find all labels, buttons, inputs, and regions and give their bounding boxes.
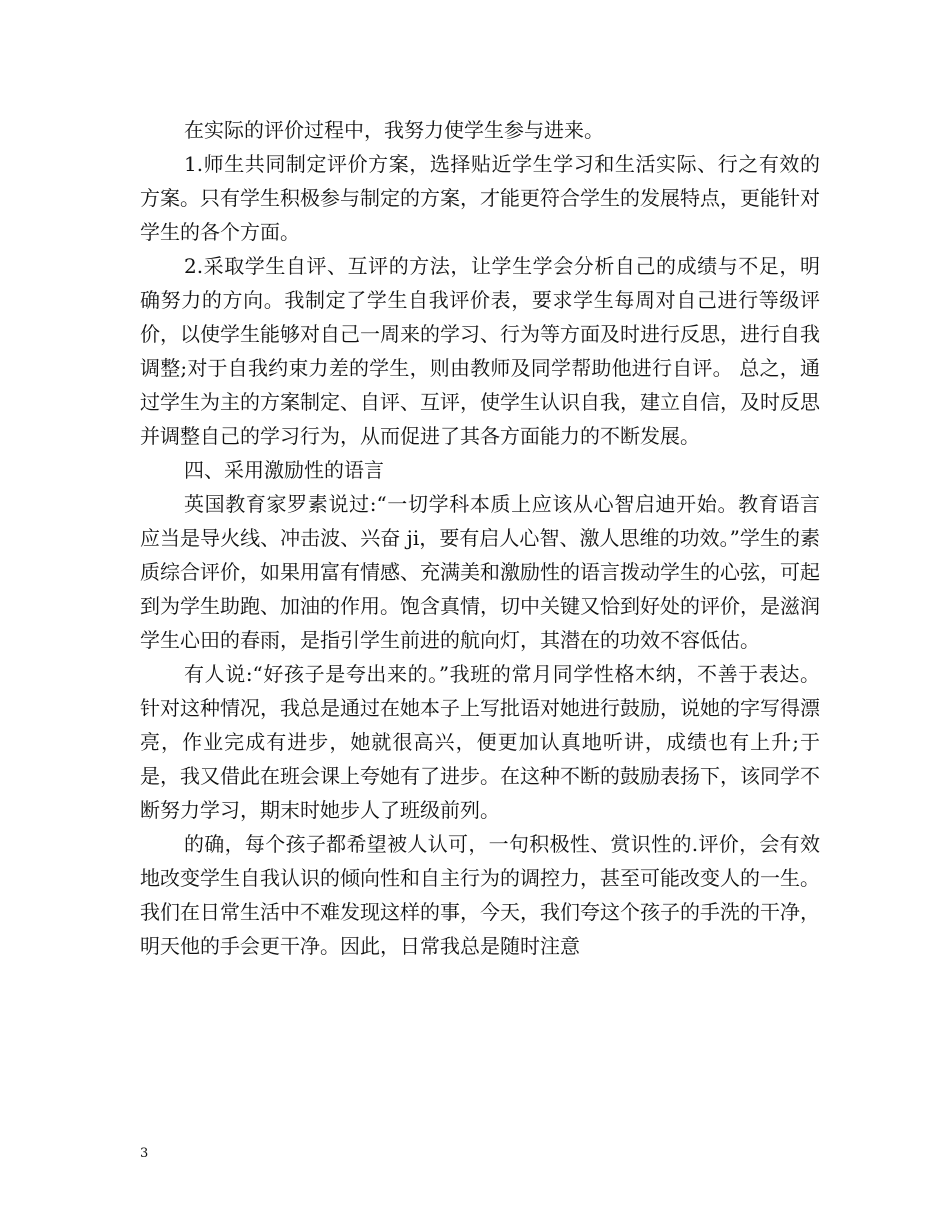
paragraph-intro: 在实际的评价过程中，我努力使学生参与进来。 <box>184 118 604 142</box>
section-heading-four: 四、采用激励性的语言 <box>184 458 384 482</box>
body-text <box>140 113 820 963</box>
page-number: 3 <box>140 1146 149 1161</box>
paragraph-point-1: 1.师生共同制定评价方案，选择贴近学生学习和生活实际、行之有效的方案。只有学生积极参与制定的方案，才能更符合学生的发展特点，更能针对学生的各个方面。 <box>140 152 820 244</box>
paragraph-point-2: 2.采取学生自评、互评的方法，让学生学会分析自己的成绩与不足，明确努力的方向。我制定了学生自我评价表，要求学生每周对自己进行等级评价，以使学生能够对自己一周来的学习、行为等方面及时进行反思，进行自我调整;对于自我约束力差的学生，则由教师及同学帮助他进行自评。 总之，通过学生为主的方案制定、自评、互评，使学生认识自我，建立自信，及时反思并调整自己的学习行为，从而促进了其各方面能力的不断发展。 <box>140 254 820 448</box>
paragraph-russell-quote: 英国教育家罗素说过:“一切学科本质上应该从心智启迪开始。教育语言应当是导火线、冲击波、兴奋 ji，要有启人心智、激人思维的功效。”学生的素质综合评价，如果用富有情感、充满美和激励性的语言拨动学生的心弦，可起到为学生助跑、加油的作用。饱含真情，切中关键又恰到好处的评价，是滋润学生心田的春雨，是指引学生前进的航向灯，其潜在的功效不容低估。 <box>140 492 820 652</box>
paragraph-conclusion: 的确，每个孩子都希望被人认可，一句积极性、赏识性的.评价，会有效地改变学生自我认识的倾向性和自主行为的调控力，甚至可能改变人的一生。我们在日常生活中不难发现这样的事，今天，我们夸这个孩子的手洗的干净，明天他的手会更干净。因此，日常我总是随时注意 <box>140 832 820 958</box>
paragraph-example: 有人说:“好孩子是夸出来的。”我班的常月同学性格木纳，不善于表达。针对这种情况，我总是通过在她本子上写批语对她进行鼓励，说她的字写得漂亮，作业完成有进步，她就很高兴，便更加认真地听讲，成绩也有上升;于是，我又借此在班会课上夸她有了进步。在这种不断的鼓励表扬下，该同学不断努力学习，期末时她步人了班级前列。 <box>140 662 820 822</box>
